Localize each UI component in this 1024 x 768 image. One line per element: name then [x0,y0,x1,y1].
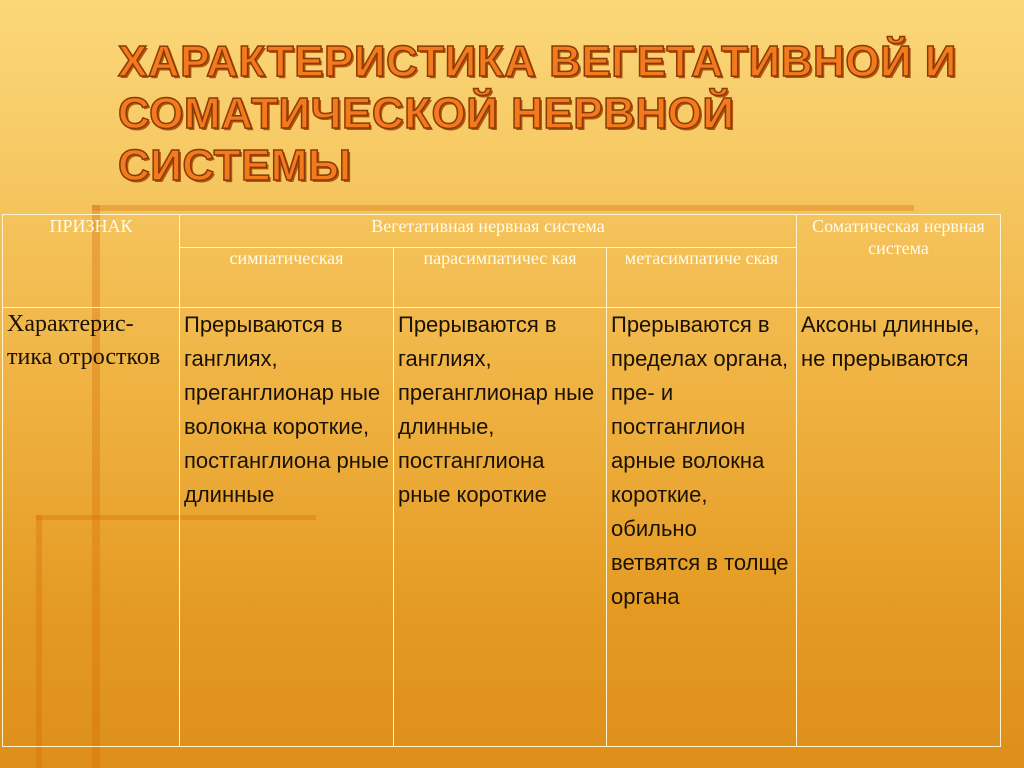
somatic-cell: Аксоны длинные, не прерываются [797,308,1001,747]
table-row [3,308,1001,747]
header-row-top [3,215,1001,248]
header-somatic-system: Соматическая нервная система [797,215,1001,308]
parasympathetic-cell: Прерываются в ганглиях, преганглионар ные длинные, постганглиона рные короткие [394,308,607,747]
header-sympathetic: симпатическая [180,248,394,308]
row-feature-cell: Характерис-тика отростков [3,308,180,747]
decor-bar-horizontal [92,205,914,211]
header-parasympathetic: парасимпатичес кая [394,248,607,308]
header-metasympathetic: метасимпатиче ская [607,248,797,308]
metasympathetic-cell: Прерываются в пределах органа, пре- и постганглион арные волокна короткие, обильно ветвятся в толще органа [607,308,797,747]
header-vegetative-system: Вегетативная нервная система [180,215,797,248]
comparison-table [2,214,1001,747]
sympathetic-cell: Прерываются в ганглиях, преганглионар ные волокна короткие, постганглиона рные длинные [180,308,394,747]
header-feature: ПРИЗНАК [3,215,180,308]
slide-title: ХАРАКТЕРИСТИКА ВЕГЕТАТИВНОЙ И СОМАТИЧЕСКОЙ НЕРВНОЙ СИСТЕМЫ [118,37,957,190]
